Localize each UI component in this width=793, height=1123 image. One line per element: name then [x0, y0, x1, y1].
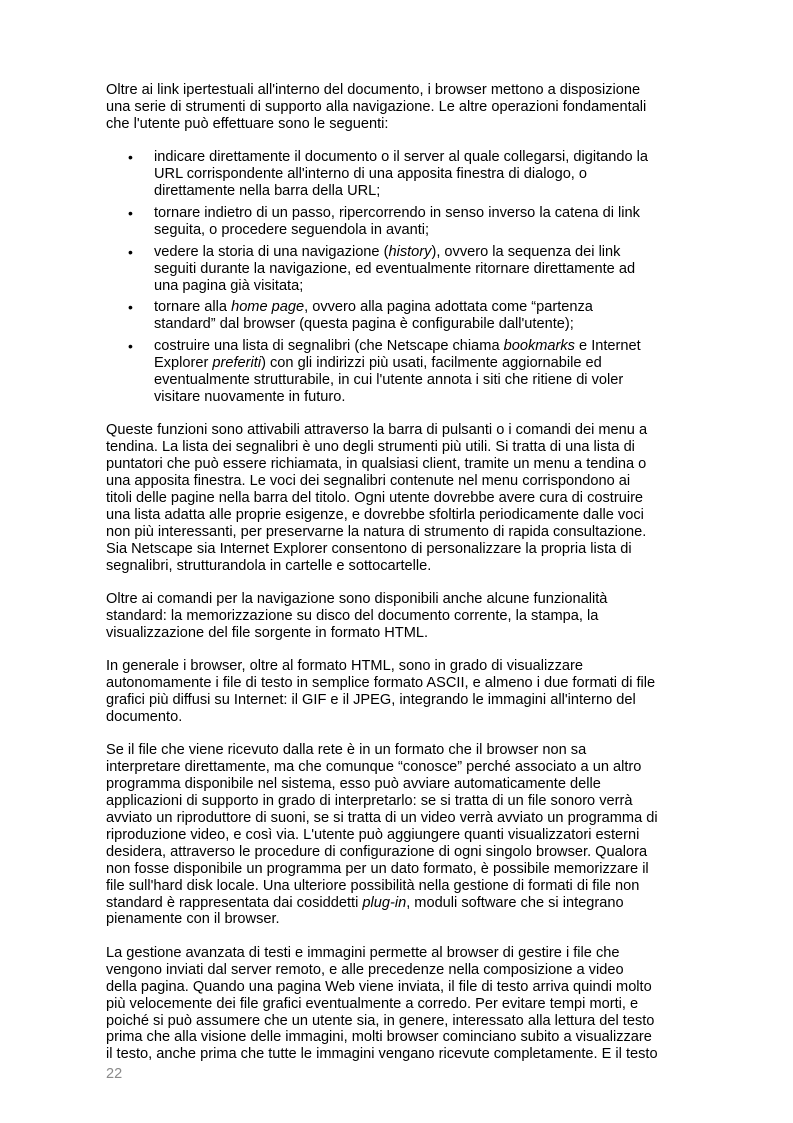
emphasis-term: bookmarks: [503, 338, 575, 355]
emphasis-term: history: [388, 243, 432, 260]
bullet-marker: •: [128, 204, 133, 221]
bullet-marker: •: [128, 149, 133, 166]
paragraph-text: Se il file che viene ricevuto dalla rete è in un formato che il browser non sa interpretare direttamente, ma che comunque “conosce” perché associato a un altro programma disponibile nel sistema, esso può avviare automaticamente delle applicazioni di supporto in grado di interpretarlo: se si tratta di un file sonoro verrà avviato un riproduttore di suoni, se si tratta di un video verrà avviato un programma di riproduzione video, e così via. L'utente può aggiungere quanti visualizzatori esterni desidera, attraverso le procedure di configurazione di ogni singolo browser. Qualora non fosse disponibile un programma per un dato formato, è possibile memorizzare il file sull'hard disk locale. Una ulteriore possibilità nella gestione di formati di file non standard è rappresentata dai cosiddetti: [106, 742, 658, 911]
list-item-text: tornare indietro di un passo, ripercorrendo in senso inverso la catena di link seguita, o procedere seguendola in avanti;: [154, 204, 640, 238]
bullet-marker: •: [128, 338, 133, 355]
paragraph-standard-functions: Oltre ai comandi per la navigazione sono disponibili anche alcune funzionalità standard: la memorizzazione su disco del documento corrente, la stampa, la visualizzazione del file sorgente in formato HTML.: [106, 591, 608, 641]
list-item-text: costruire una lista di segnalibri (che Netscape chiama: [154, 338, 504, 355]
page-number: 22: [106, 1066, 123, 1082]
list-item-text: vedere la storia di una navigazione (: [154, 243, 389, 260]
emphasis-term: preferiti: [212, 355, 262, 372]
list-item: [106, 244, 658, 295]
list-item: [106, 299, 658, 333]
list-item-text: e Internet Explorer: [154, 338, 641, 372]
list-item-text: ) con gli indirizzi più usati, facilmente aggiornabile ed eventualmente strutturabile, in cui l'utente annota i siti che ritiene di voler visitare nuovamente in futuro.: [154, 355, 624, 405]
list-item: [106, 149, 658, 200]
list-item-text: ), ovvero la sequenza dei link seguiti durante la navigazione, ed eventualmente ritornare direttamente ad una pagina già visitata;: [154, 243, 636, 294]
list-item: [106, 338, 658, 406]
bullet-marker: •: [128, 299, 133, 316]
paragraph-file-formats: In generale i browser, oltre al formato HTML, sono in grado di visualizzare autonomamente i file di testo in semplice formato ASCII, e almeno i due formati di file grafici più diffusi su Internet: il GIF e il JPEG, integrando le immagini all'interno del documento.: [106, 658, 656, 725]
paragraph-text-images: La gestione avanzata di testi e immagini permette al browser di gestire i file che vengono inviati dal server remoto, e alle precedenze nella composizione a video della pagina. Quando una pagina Web viene inviata, il file di testo arriva quindi molto più velocemente dei file grafici eventualmente a corredo. Per evitare tempi morti, e poiché si può assumere che un utente sia, in genere, interessato alla lettura del testo prima che alla visione delle immagini, molti browser cominciano subito a visualizzare il testo, anche prima che tutte le immagini vengano ricevute completamente. E il testo: [106, 944, 658, 1063]
navigation-operations-list: [106, 149, 658, 406]
paragraph-helper-applications: [106, 742, 658, 928]
emphasis-term: home page: [231, 299, 305, 316]
list-item-text: tornare alla: [154, 299, 232, 316]
paragraph-text: , moduli software che si integrano pienamente con il browser.: [106, 894, 624, 928]
bullet-marker: •: [128, 243, 133, 260]
emphasis-term: plug-in: [362, 894, 407, 911]
paragraph-intro: Oltre ai link ipertestuali all'interno del documento, i browser mettono a disposizione una serie di strumenti di supporto alla navigazione. Le altre operazioni fondamentali che l'utente può effettuare sono le seguenti:: [106, 82, 647, 132]
list-item-text: , ovvero alla pagina adottata come “partenza standard” dal browser (questa pagina è configurabile dall'utente);: [154, 299, 593, 333]
paragraph-bookmarks: Queste funzioni sono attivabili attraverso la barra di pulsanti o i comandi dei menu a tendina. La lista dei segnalibri è uno degli strumenti più utili. Si tratta di una lista di puntatori che può essere richiamata, in qualsiasi client, tramite un menu a tendina o una apposita finestra. Le voci dei segnalibri contenute nel menu corrispondono ai titoli delle pagine nella barra del titolo. Ogni utente dovrebbe avere cura di costruire una lista adatta alle proprie esigenze, e dovrebbe sfoltirla periodicamente dalle voci non più interessanti, per preservarne la natura di strumento di rapida consultazione. Sia Netscape sia Internet Explorer consentono di personalizzare la propria lista di segnalibri, strutturandola in cartelle e sottocartelle.: [106, 422, 648, 574]
list-item-text: indicare direttamente il documento o il server al quale collegarsi, digitando la URL corrispondente all'interno di una apposita finestra di dialogo, o direttamente nella barra della URL;: [154, 149, 649, 200]
page-body: [106, 82, 658, 1080]
list-item: [106, 205, 658, 239]
